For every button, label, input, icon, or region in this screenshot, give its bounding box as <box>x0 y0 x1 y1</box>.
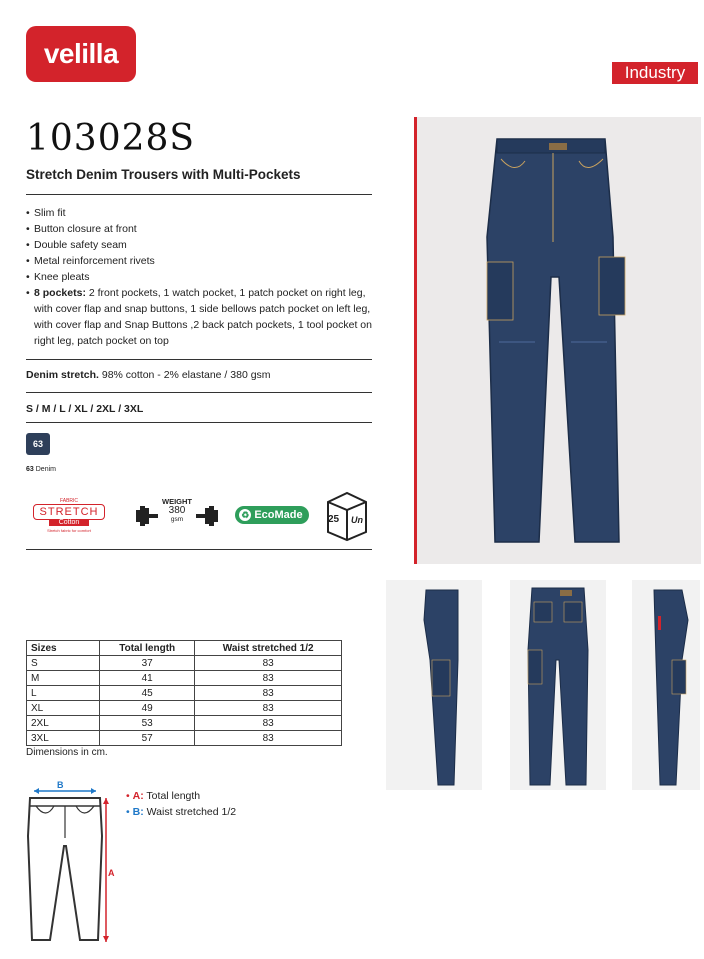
feature-item <box>26 205 376 221</box>
table-cell: 3XL <box>27 731 100 746</box>
table-cell: 37 <box>100 656 195 671</box>
fabric-label: Denim stretch. <box>26 369 99 381</box>
table-cell: 83 <box>195 731 342 746</box>
thumbnail-side-left[interactable] <box>386 580 482 790</box>
feature-bold: 8 pockets: <box>34 287 86 299</box>
size-table <box>26 640 342 746</box>
divider <box>26 422 372 423</box>
stretch-main-text: STRETCH <box>39 505 99 518</box>
brand-logo: velilla <box>26 26 136 82</box>
size-range: S / M / L / XL / 2XL / 3XL <box>26 403 144 415</box>
color-code: 63 <box>26 466 34 473</box>
category-badge: Industry <box>612 62 698 84</box>
table-cell: 83 <box>195 701 342 716</box>
jeans-side-left-image <box>386 580 482 790</box>
ecomade-pill <box>235 506 308 524</box>
stretch-main <box>33 504 106 520</box>
divider <box>26 194 372 195</box>
table-cell: XL <box>27 701 100 716</box>
jeans-front-image <box>417 117 701 564</box>
feature-text: 2 front pockets, 1 watch pocket, 1 patch pocket on right leg, with cover flap and snap buttons, 1 side bellows patch pocket on left leg, with cover flap and Snap Buttons ,2 back patch pockets, 1 tool pocket on right leg, patch pocket on top <box>34 287 372 347</box>
stretch-sub: Cotton <box>49 519 90 526</box>
product-code: 103028S <box>26 118 196 159</box>
legend-item-b <box>126 804 236 820</box>
dimensions-note: Dimensions in cm. <box>26 747 108 758</box>
feature-text: Knee pleats <box>34 271 90 283</box>
table-cell: 83 <box>195 686 342 701</box>
color-name: Denim <box>35 466 56 473</box>
feature-text: Slim fit <box>34 207 66 219</box>
table-row <box>27 671 342 686</box>
mark-a: A <box>108 868 115 878</box>
stretch-badge <box>26 488 112 542</box>
feature-text: Metal reinforcement rivets <box>34 255 155 267</box>
fabric-composition <box>26 369 271 381</box>
jeans-back-image <box>510 580 606 790</box>
table-cell: 53 <box>100 716 195 731</box>
table-header: Sizes <box>27 641 100 656</box>
table-row <box>27 716 342 731</box>
feature-item <box>26 269 376 285</box>
table-cell: 83 <box>195 716 342 731</box>
thumbnail-side-right[interactable] <box>632 580 700 790</box>
table-header-row <box>27 641 342 656</box>
feature-list <box>26 205 376 349</box>
weight-text <box>156 497 198 524</box>
divider <box>26 359 372 360</box>
table-header: Total length <box>100 641 195 656</box>
feature-text: Double safety seam <box>34 239 127 251</box>
weight-unit: gsm <box>170 516 184 523</box>
table-cell: 49 <box>100 701 195 716</box>
table-header: Waist stretched 1/2 <box>195 641 342 656</box>
table-cell: 83 <box>195 671 342 686</box>
stretch-foot: Stretch fabric for comfort <box>47 527 91 533</box>
table-cell: 2XL <box>27 716 100 731</box>
color-swatch[interactable]: 63 <box>26 433 50 455</box>
jeans-side-right-image <box>632 580 700 790</box>
table-cell: S <box>27 656 100 671</box>
ecomade-badge <box>230 488 314 542</box>
feature-item <box>26 253 376 269</box>
pack-badge <box>322 488 372 542</box>
leaf-icon: ♻ <box>241 510 250 520</box>
divider <box>26 549 372 550</box>
table-cell: 41 <box>100 671 195 686</box>
table-row <box>27 701 342 716</box>
feature-text: Button closure at front <box>34 223 137 235</box>
table-row <box>27 686 342 701</box>
weight-label: WEIGHT <box>162 497 192 506</box>
table-row <box>27 656 342 671</box>
legend-key-b: B: <box>132 806 144 818</box>
weight-value: 380 <box>168 505 186 516</box>
legend-key-a: A: <box>132 790 144 802</box>
legend-text-a: Total length <box>143 790 201 802</box>
pack-unit: Un <box>351 515 363 525</box>
legend-item-a <box>126 788 236 804</box>
feature-item <box>26 285 376 349</box>
table-cell: M <box>27 671 100 686</box>
weight-badge <box>134 488 220 542</box>
mark-b: B <box>57 780 64 790</box>
legend-text-b: Waist stretched 1/2 <box>143 806 237 818</box>
stretch-top: FABRIC <box>59 497 79 504</box>
feature-item <box>26 221 376 237</box>
table-cell: 45 <box>100 686 195 701</box>
color-label <box>26 466 56 473</box>
table-cell: L <box>27 686 100 701</box>
bullet: • <box>126 790 130 802</box>
pack-qty: 25 <box>328 514 340 525</box>
divider <box>26 392 372 393</box>
table-cell: 83 <box>195 656 342 671</box>
product-title: Stretch Denim Trousers with Multi-Pockets <box>26 167 301 182</box>
table-cell: 57 <box>100 731 195 746</box>
thumbnail-back[interactable] <box>510 580 606 790</box>
measurement-diagram <box>22 776 122 948</box>
feature-item <box>26 237 376 253</box>
table-row <box>27 731 342 746</box>
measure-legend <box>126 788 236 820</box>
product-image-main[interactable] <box>414 117 701 564</box>
fabric-text: 98% cotton - 2% elastane / 380 gsm <box>98 369 271 381</box>
bullet: • <box>126 806 130 818</box>
ecomade-label: EcoMade <box>254 509 303 521</box>
